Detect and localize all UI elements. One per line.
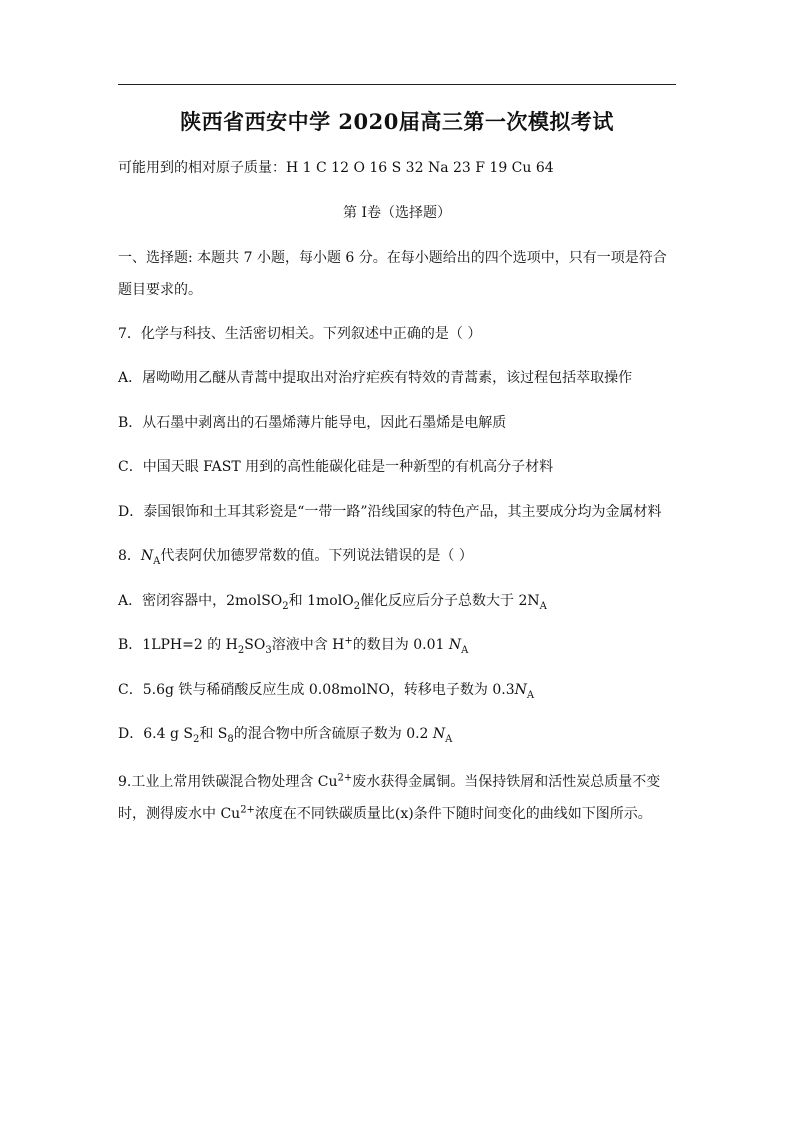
q9-stem [118,766,678,830]
q9-text-2: 废水获得金属铜。当保持铁屑和活性炭总质量不变时，测得废水中 Cu [118,774,661,822]
q8-b-text-3: 溶液中含 H [271,637,345,653]
q8-d-avogadro: N [432,726,446,742]
q8-a-sub-1: 2 [282,600,289,612]
q8-c-avogadro-sub: A [526,689,535,701]
q8-option-d [118,724,678,744]
q8-d-text-2: 和 S [199,726,228,742]
q8-b-text-4: 的数目为 0.01 [352,637,445,653]
avogadro-symbol: N [140,548,154,564]
q8-a-text-1: A．密闭容器中，2molSO [118,593,283,609]
q7-option-a: A．屠呦呦用乙醚从青蒿中提取出对治疗疟疾有特效的青蒿素，该过程包括萃取操作 [118,370,633,386]
q7-stem: 7．化学与科技、生活密切相关。下列叙述中正确的是（ ） [118,326,482,342]
q8-option-b [118,635,678,655]
header-rule [118,84,676,85]
instructions: 一、选择题: 本题共 7 小题，每小题 6 分。在每小题给出的四个选项中，只有一项是符合题目要求的。 [118,250,667,298]
q8-option-c [118,680,678,700]
q8-number: 8． [118,548,141,564]
q8-stem [118,546,678,566]
q8-d-sub-1: 2 [192,733,200,745]
q8-b-avogadro: N [448,637,462,653]
q8-option-a [118,591,678,611]
q8-b-avogadro-sub: A [461,644,469,656]
q7-option-d: D．泰国银饰和土耳其彩瓷是“一带一路”沿线国家的特色产品，其主要成分均为金属材料 [118,504,662,520]
q8-a-sub-2: 2 [353,600,361,612]
q9-text-1: 9.工业上常用铁碳混合物处理含 Cu [118,774,338,790]
exam-title: 陕西省西安中学 2020届高三第一次模拟考试 [180,109,614,134]
q8-c-avogadro: N [514,682,527,698]
section-title: 第 I卷（选择题） [343,205,451,221]
q8-d-avogadro-sub: A [445,733,453,745]
atomic-masses: 可能用到的相对原子质量：H 1 C 12 O 16 S 32 Na 23 F 19 Cu 64 [118,160,554,176]
q7-option-c: C．中国天眼 FAST 用到的高性能碳化硅是一种新型的有机高分子材料 [118,459,554,475]
q8-b-sub-2: 3 [265,644,272,656]
q8-c-text: C．5.6g 铁与稀硝酸反应生成 0.08molNO，转移电子数为 0.3 [118,682,515,698]
q8-a-sub-3: A [539,600,547,612]
q8-stem-text: 代表阿伏加德罗常数的值。下列说法错误的是（ ） [160,548,473,564]
q8-a-text-2: 和 1molO [288,593,354,609]
q8-a-text-3: 催化反应后分子总数大于 2N [360,593,540,609]
q8-b-text-2: SO [244,637,266,653]
q8-b-text-1: B．1LPH=2 的 H [118,637,238,653]
q7-option-b: B．从石墨中剥离出的石墨烯薄片能导电，因此石墨烯是电解质 [118,415,507,431]
q9-text-3: 浓度在不同铁碳质量比(x)条件下随时间变化的曲线如下图所示。 [254,806,652,822]
q8-b-sup: + [344,635,353,647]
q9-sup-1: 2+ [337,772,353,784]
avogadro-subscript: A [153,555,161,567]
q8-d-text-3: 的混合物中所含硫原子数为 0.2 [233,726,429,742]
q8-d-sub-2: 8 [227,733,234,745]
q8-d-text-1: D．6.4 g S [118,726,193,742]
q8-b-sub-1: 2 [237,644,245,656]
q9-sup-2: 2+ [240,804,255,816]
